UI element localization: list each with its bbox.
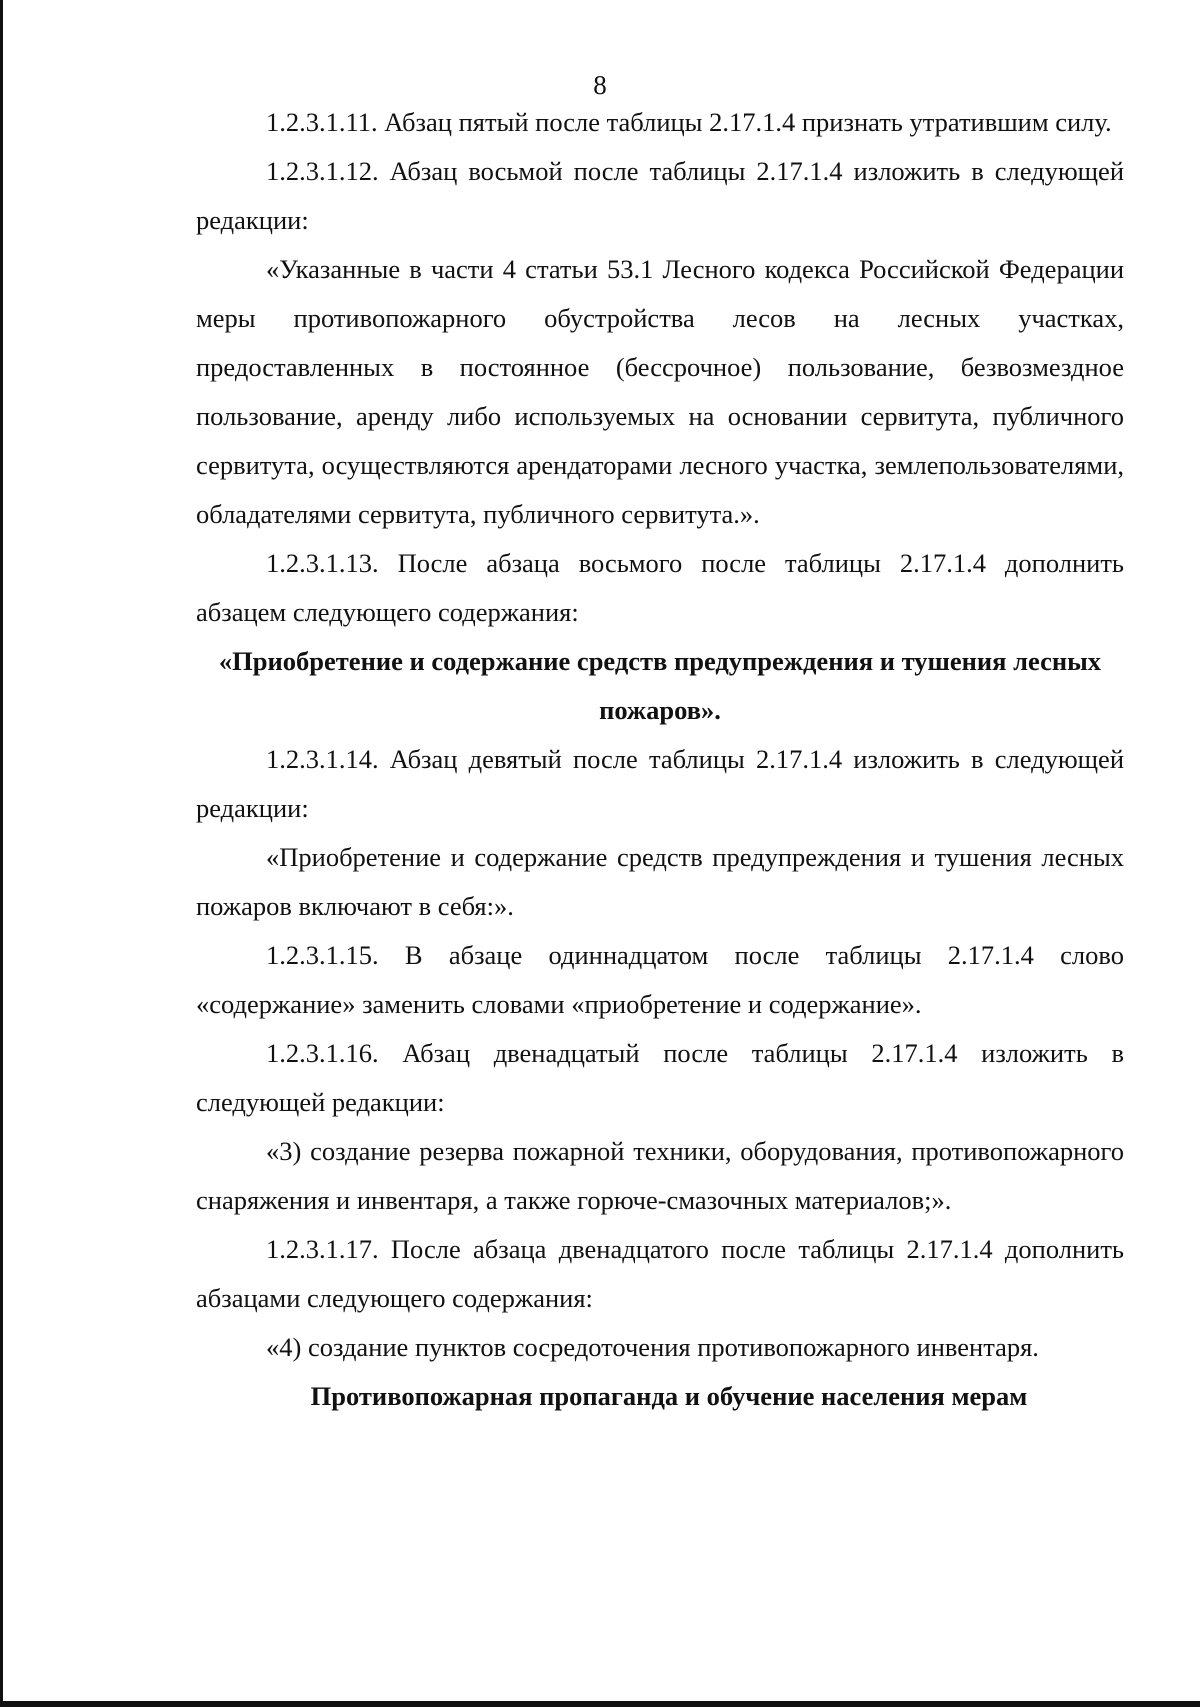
paragraph-1-2-3-1-17: 1.2.3.1.17. После абзаца двенадцатого после таблицы 2.17.1.4 дополнить абзацами следующего содержания: [196,1234,1124,1313]
paragraph-1-2-3-1-14: 1.2.3.1.14. Абзац девятый после таблицы 2.17.1.4 изложить в следующей редакции: [196,744,1124,823]
quoted-paragraph-fire-measures: «Указанные в части 4 статьи 53.1 Лесного кодекса Российской Федерации меры противопожарного обустройства лесов на лесных участках, предоставленных в постоянное (бессрочное) пользование, безвозмездное пользование, аренду либо используемых на основании сервитута, публичного сервитута, осуществляются арендаторами лесного участка, землепользователями, обладателями сервитута, публичного сервитута.». [196,254,1124,529]
quoted-paragraph-reserve: «3) создание резерва пожарной техники, оборудования, противопожарного снаряжения и инвентаря, а также горюче-смазочных материалов;». [196,1136,1124,1215]
scan-edge-left [0,0,3,1707]
paragraph-1-2-3-1-15: 1.2.3.1.15. В абзаце одиннадцатом после таблицы 2.17.1.4 слово «содержание» заменить словами «приобретение и содержание». [196,940,1124,1019]
quoted-paragraph-inventory-points: «4) создание пунктов сосредоточения противопожарного инвентаря. [266,1332,1039,1362]
page-number: 8 [593,70,607,100]
paragraph-1-2-3-1-13: 1.2.3.1.13. После абзаца восьмого после таблицы 2.17.1.4 дополнить абзацем следующего содержания: [196,548,1124,627]
scan-edge-bottom [0,1701,1200,1707]
document-body [196,98,1124,1421]
section-heading-fire-equipment: «Приобретение и содержание средств предупреждения и тушения лесных пожаров». [218,646,1102,725]
section-heading-fire-propaganda: Противопожарная пропаганда и обучение населения мерам [310,1381,1028,1411]
quoted-paragraph-fire-equipment: «Приобретение и содержание средств предупреждения и тушения лесных пожаров включают в себя:». [196,842,1124,921]
paragraph-1-2-3-1-11: 1.2.3.1.11. Абзац пятый после таблицы 2.17.1.4 признать утратившим силу. [266,107,1112,137]
paragraph-1-2-3-1-12: 1.2.3.1.12. Абзац восьмой после таблицы 2.17.1.4 изложить в следующей редакции: [196,156,1124,235]
paragraph-1-2-3-1-16: 1.2.3.1.16. Абзац двенадцатый после таблицы 2.17.1.4 изложить в следующей редакции: [196,1038,1124,1117]
